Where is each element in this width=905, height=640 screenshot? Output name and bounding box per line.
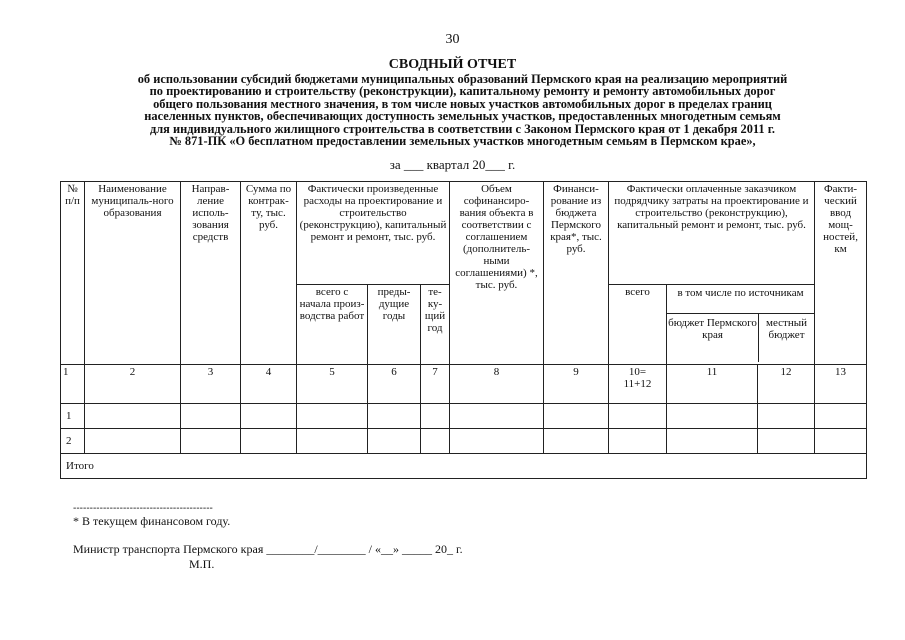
subtitle-line: общего пользования местного значения, в том числе новых участков автомобильных дорог в пределах границ (153, 96, 772, 111)
header-paid-total: всего (609, 285, 667, 365)
table-cell[interactable] (421, 429, 450, 454)
table-cell[interactable] (609, 429, 667, 454)
report-period: за ___ квартал 20___ г. (389, 157, 516, 172)
table-cell[interactable] (667, 429, 758, 454)
total-label: Итого (61, 454, 867, 479)
total-row (61, 454, 867, 479)
column-number: 3 (181, 365, 241, 404)
header-direction: Направ-ление исполь-зования средств (181, 182, 241, 365)
table-row (61, 404, 867, 429)
footnote-separator: ------------------------------------------ (73, 503, 213, 514)
table-cell[interactable] (297, 404, 368, 429)
table-cell[interactable] (85, 429, 181, 454)
column-number: 5 (297, 365, 368, 404)
footnote: * В текущем финансовом году. (73, 514, 231, 528)
table-cell[interactable] (85, 404, 181, 429)
table-cell[interactable] (181, 404, 241, 429)
header-cofinancing: Объем софинансиро-вания объекта в соответствии с соглашением (дополнитель-ными соглашениями) *, тыс. руб. (450, 182, 544, 365)
page-number: 30 (445, 32, 460, 47)
header-by-sources: в том числе по источникам (667, 285, 814, 314)
subtitle-line: населенных пунктов, обеспечивающих доступность земельных участков, предоставленных многодетным семьям (144, 109, 781, 124)
column-number: 6 (368, 365, 421, 404)
header-previous-years: преды-дущие годы (368, 285, 421, 365)
subtitle-line: для индивидуального жилищного строительства в соответствии с Законом Пермского края от 1 декабря 2011 г. (149, 121, 776, 136)
column-number: 7 (421, 365, 450, 404)
header-actual-costs: Фактически произведенные расходы на проектирование и строительство (реконструкцию), капитальный ремонт и ремонт, тыс. руб. (297, 182, 450, 285)
header-municipality: Наименование муниципаль-ного образования (85, 182, 181, 365)
table-cell[interactable] (181, 429, 241, 454)
column-number-row (61, 365, 867, 404)
header-current-year: те-ку-щий год (421, 285, 450, 365)
table-row (61, 429, 867, 454)
table-cell[interactable] (667, 404, 758, 429)
table-cell[interactable] (544, 404, 609, 429)
table-cell[interactable] (758, 429, 815, 454)
column-number: 2 (85, 365, 181, 404)
report-table (60, 181, 867, 479)
header-row (61, 182, 867, 285)
table-cell[interactable] (609, 404, 667, 429)
header-contract-sum: Сумма по контрак-ту, тыс. руб. (241, 182, 297, 365)
table-cell[interactable] (544, 429, 609, 454)
header-total-since-start: всего с начала произ-водства работ (297, 285, 368, 365)
header-by-sources-group (667, 285, 815, 365)
row-number: 1 (61, 404, 85, 429)
table-cell[interactable] (815, 404, 867, 429)
column-number: 12 (758, 365, 815, 404)
table-cell[interactable] (241, 404, 297, 429)
subtitle-line: № 871-ПК «О бесплатном предоставлении земельных участков многодетным семьям в Пермском крае», (169, 134, 756, 149)
stamp-label: М.П. (189, 557, 215, 571)
column-number: 1 (61, 365, 85, 404)
header-no: № п/п (61, 182, 85, 365)
table-cell[interactable] (421, 404, 450, 429)
table-cell[interactable] (450, 429, 544, 454)
subtitle-line: по проектированию и строительству (реконструкции), капитальному ремонту и ремонту автомобильных дорог (149, 84, 776, 99)
header-financing: Финанси-рование из бюджета Пермского края*, тыс. руб. (544, 182, 609, 365)
table-cell[interactable] (815, 429, 867, 454)
subtitle-line: об использовании субсидий бюджетами муниципальных образований Пермского края на реализацию мероприятий (137, 72, 788, 86)
column-number: 13 (815, 365, 867, 404)
column-number: 9 (544, 365, 609, 404)
column-number: 8 (450, 365, 544, 404)
column-number: 11 (667, 365, 758, 404)
report-subtitle (60, 73, 865, 147)
table-cell[interactable] (297, 429, 368, 454)
header-local-budget: местный бюджет (766, 317, 807, 341)
table-cell[interactable] (758, 404, 815, 429)
table-cell[interactable] (368, 404, 421, 429)
signature-line: Министр транспорта Пермского края ________/________ / «__» _____ 20_ г. (73, 542, 463, 556)
row-number: 2 (61, 429, 85, 454)
header-commissioning: Факти-ческий ввод мощ-ностей, км (815, 182, 867, 365)
column-number: 4 (241, 365, 297, 404)
table-cell[interactable] (241, 429, 297, 454)
header-paid-costs: Фактически оплаченные заказчиком подрядчику затраты на проектирование и строительство (реконструкцию), капитальный ремонт и ремонт, тыс. руб. (609, 182, 815, 285)
report-title: СВОДНЫЙ ОТЧЕТ (388, 57, 517, 72)
table-cell[interactable] (450, 404, 544, 429)
column-number: 10= 11+12 (609, 365, 667, 404)
header-regional-budget: бюджет Пермского края (667, 314, 759, 362)
table-cell[interactable] (368, 429, 421, 454)
